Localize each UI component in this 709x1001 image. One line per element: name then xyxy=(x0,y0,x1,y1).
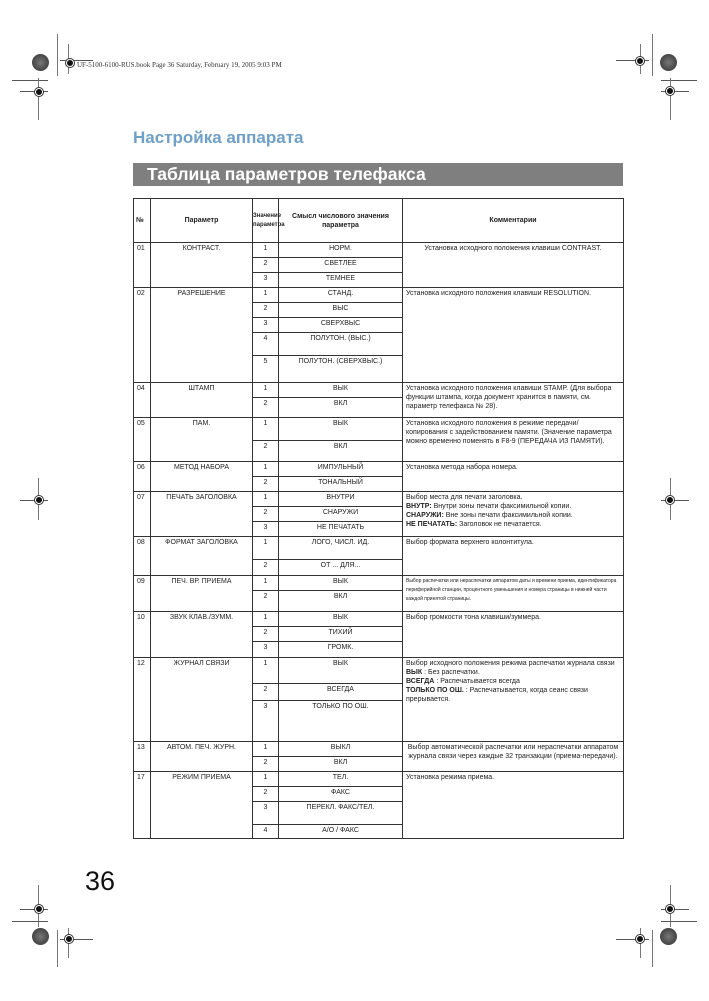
value-meaning: ВЫК xyxy=(279,612,403,627)
value-meaning: СВЕТЛЕЕ xyxy=(279,258,403,273)
param-comment xyxy=(403,576,624,612)
section-title: Настройка аппарата xyxy=(133,128,304,147)
comment-item xyxy=(406,677,620,686)
comment-item-key: ВЫК xyxy=(406,669,423,676)
fax-parameters-table xyxy=(133,198,624,839)
crop-mark-line xyxy=(12,921,48,922)
value-meaning: НОРМ. xyxy=(279,243,403,258)
param-comment xyxy=(403,772,624,839)
param-value: 4 xyxy=(253,333,279,356)
param-value: 1 xyxy=(253,576,279,591)
crop-mark-line xyxy=(57,34,58,76)
value-meaning: ЛОГО, ЧИСЛ. ИД. xyxy=(279,537,403,560)
value-meaning: ВКЛ xyxy=(279,591,403,612)
value-meaning: ВЫК xyxy=(279,418,403,441)
comment-item xyxy=(406,511,620,520)
header-num: № xyxy=(134,199,151,243)
comment-text: Установка режима приема. xyxy=(406,774,495,781)
header-param: Параметр xyxy=(151,199,253,243)
registration-mark-icon xyxy=(62,932,76,946)
value-meaning: ВКЛ xyxy=(279,757,403,772)
comment-item-text: Заголовок не печатается. xyxy=(459,521,542,528)
value-meaning: ТОЛЬКО ПО ОШ. xyxy=(279,701,403,742)
param-value: 2 xyxy=(253,560,279,576)
param-value: 2 xyxy=(253,627,279,642)
table-row xyxy=(134,742,624,757)
comment-item xyxy=(406,668,620,677)
param-number: 12 xyxy=(134,658,151,742)
param-number: 06 xyxy=(134,462,151,492)
value-meaning: СВЕРХВЫС xyxy=(279,318,403,333)
param-name: РЕЖИМ ПРИЕМА xyxy=(151,772,253,839)
table-row xyxy=(134,243,624,258)
param-comment xyxy=(403,462,624,492)
registration-mark-icon xyxy=(63,56,77,70)
registration-mark-icon xyxy=(663,493,677,507)
comment-item-text: Вне зоны печати факсимильной копии. xyxy=(445,512,573,519)
table-title-band xyxy=(133,163,623,186)
param-number: 17 xyxy=(134,772,151,839)
param-comment xyxy=(403,383,624,418)
param-value: 5 xyxy=(253,356,279,383)
param-value: 3 xyxy=(253,802,279,825)
comment-item-key: СНАРУЖИ: xyxy=(406,512,444,519)
param-number: 08 xyxy=(134,537,151,576)
param-value: 2 xyxy=(253,757,279,772)
param-value: 1 xyxy=(253,288,279,303)
crop-mark-line xyxy=(12,80,48,81)
comment-text: Выбор громкости тона клавиши/зуммера. xyxy=(406,614,541,621)
table-row xyxy=(134,288,624,303)
value-meaning: А/О / ФАКС xyxy=(279,825,403,839)
param-value: 3 xyxy=(253,273,279,288)
param-value: 2 xyxy=(253,477,279,492)
value-meaning: ПОЛУТОН. (ВЫС.) xyxy=(279,333,403,356)
param-value: 2 xyxy=(253,507,279,522)
param-name: АВТОМ. ПЕЧ. ЖУРН. xyxy=(151,742,253,772)
param-name: РАЗРЕШЕНИЕ xyxy=(151,288,253,383)
table-row xyxy=(134,462,624,477)
value-meaning: ВЫК xyxy=(279,658,403,684)
value-meaning: ВКЛ xyxy=(279,398,403,418)
crop-mark-line xyxy=(661,921,697,922)
param-name: ШТАМП xyxy=(151,383,253,418)
param-name: МЕТОД НАБОРА xyxy=(151,462,253,492)
registration-mark-icon xyxy=(633,54,647,68)
comment-text: Выбор распечатки или нераспечатки аппаратом даты и времени приема, идентификатора периферийной станции, процентного уменьшения и номера страницы в нижней части каждой принятой страницы. xyxy=(406,578,617,602)
registration-dot-icon xyxy=(32,54,49,71)
table-row xyxy=(134,612,624,627)
param-comment xyxy=(403,658,624,742)
registration-mark-icon xyxy=(32,902,46,916)
table-row xyxy=(134,418,624,441)
param-name: ПЕЧ. ВР. ПРИЕМА xyxy=(151,576,253,612)
value-meaning: ВЫС xyxy=(279,303,403,318)
registration-dot-icon xyxy=(32,928,49,945)
param-number: 09 xyxy=(134,576,151,612)
value-meaning: ВЫК xyxy=(279,576,403,591)
table-row xyxy=(134,492,624,507)
table-row xyxy=(134,537,624,560)
value-meaning: ОТ ... ДЛЯ... xyxy=(279,560,403,576)
param-comment xyxy=(403,243,624,288)
value-meaning: ТИХИЙ xyxy=(279,627,403,642)
param-value: 3 xyxy=(253,701,279,742)
value-meaning: ВНУТРИ xyxy=(279,492,403,507)
value-meaning: ТЕЛ. xyxy=(279,772,403,787)
param-value: 1 xyxy=(253,658,279,684)
param-number: 02 xyxy=(134,288,151,383)
param-number: 04 xyxy=(134,383,151,418)
param-name: ПЕЧАТЬ ЗАГОЛОВКА xyxy=(151,492,253,537)
param-value: 3 xyxy=(253,522,279,537)
comment-text: Установка исходного положения клавиши STAMP. (Для выбора функции штампа, когда документ хранится в памяти, см. параметр телефакса № 28). xyxy=(406,385,612,410)
value-meaning: ФАКС xyxy=(279,787,403,802)
table-header-row xyxy=(134,199,624,243)
comment-text: Выбор исходного положения режима распечатки журнала связи xyxy=(406,660,615,667)
table-title: Таблица параметров телефакса xyxy=(147,164,426,184)
param-comment xyxy=(403,418,624,462)
value-meaning: ВЫКЛ xyxy=(279,742,403,757)
param-value: 4 xyxy=(253,825,279,839)
comment-item-text: : Распечатывается, когда сеанс связи прерывается. xyxy=(406,687,588,703)
param-value: 3 xyxy=(253,318,279,333)
value-meaning: ПЕРЕКЛ. ФАКС/ТЕЛ. xyxy=(279,802,403,825)
value-meaning: ИМПУЛЬНЫЙ xyxy=(279,462,403,477)
param-value: 1 xyxy=(253,772,279,787)
crop-mark-line xyxy=(57,930,58,967)
param-value: 3 xyxy=(253,642,279,658)
table-row xyxy=(134,576,624,591)
param-value: 1 xyxy=(253,418,279,441)
crop-mark-line xyxy=(652,930,653,967)
registration-mark-icon xyxy=(663,84,677,98)
comment-item-text: : Распечатывается всегда xyxy=(436,678,520,685)
comment-item-text: Внутри зоны печати факсимильной копии. xyxy=(433,503,572,510)
comment-text: Установка метода набора номера. xyxy=(406,464,518,471)
comment-text: Установка исходного положения клавиши CONTRAST. xyxy=(424,245,602,252)
registration-dot-icon xyxy=(660,928,677,945)
value-meaning: НЕ ПЕЧАТАТЬ xyxy=(279,522,403,537)
param-comment xyxy=(403,288,624,383)
registration-mark-icon xyxy=(633,932,647,946)
param-value: 2 xyxy=(253,591,279,612)
print-header-line: UF-5100-6100-RUS.book Page 36 Saturday, February 19, 2005 9:03 PM xyxy=(77,61,282,69)
value-meaning: ТЕМНЕЕ xyxy=(279,273,403,288)
table-row xyxy=(134,658,624,684)
param-name: ЗВУК КЛАВ./ЗУММ. xyxy=(151,612,253,658)
value-meaning: ТОНАЛЬНЫЙ xyxy=(279,477,403,492)
param-value: 1 xyxy=(253,383,279,398)
crop-mark-line xyxy=(661,80,697,81)
registration-mark-icon xyxy=(663,902,677,916)
comment-item xyxy=(406,520,620,529)
comment-item-key: ТОЛЬКО ПО ОШ. xyxy=(406,687,464,694)
registration-dot-icon xyxy=(660,54,677,71)
param-comment xyxy=(403,612,624,658)
registration-mark-icon xyxy=(32,85,46,99)
comment-item-text: : Без распечатки. xyxy=(424,669,480,676)
param-value: 1 xyxy=(253,612,279,627)
crop-mark-line xyxy=(652,34,653,76)
header-comment: Комментарии xyxy=(403,199,624,243)
comment-item-key: НЕ ПЕЧАТАТЬ: xyxy=(406,521,458,528)
param-number: 01 xyxy=(134,243,151,288)
param-number: 10 xyxy=(134,612,151,658)
param-value: 2 xyxy=(253,258,279,273)
comment-item-key: ВНУТР: xyxy=(406,503,432,510)
comment-text: Выбор места для печати заголовка. xyxy=(406,494,523,501)
param-number: 07 xyxy=(134,492,151,537)
table-row xyxy=(134,772,624,787)
param-value: 1 xyxy=(253,537,279,560)
value-meaning: ПОЛУТОН. (СВЕРХВЫС.) xyxy=(279,356,403,383)
param-name: ПАМ. xyxy=(151,418,253,462)
value-meaning: СТАНД. xyxy=(279,288,403,303)
comment-text: Установка исходного положения клавиши RESOLUTION. xyxy=(406,290,591,297)
comment-item xyxy=(406,502,620,511)
param-comment xyxy=(403,742,624,772)
header-meaning: Смысл числового значения параметра xyxy=(279,199,403,243)
param-name: ЖУРНАЛ СВЯЗИ xyxy=(151,658,253,742)
param-value: 1 xyxy=(253,742,279,757)
value-meaning: СНАРУЖИ xyxy=(279,507,403,522)
comment-text: Выбор автоматической распечатки или нераспечатки аппаратом журнала связи через каждые 32 транзакции (приема-передачи). xyxy=(407,744,619,760)
param-value: 1 xyxy=(253,492,279,507)
comment-text: Выбор формата верхнего колонтитула. xyxy=(406,539,534,546)
param-name: ФОРМАТ ЗАГОЛОВКА xyxy=(151,537,253,576)
value-meaning: ГРОМК. xyxy=(279,642,403,658)
param-number: 13 xyxy=(134,742,151,772)
page-number: 36 xyxy=(85,866,116,896)
value-meaning: ВКЛ xyxy=(279,441,403,462)
comment-item xyxy=(406,686,620,704)
param-comment xyxy=(403,537,624,576)
param-number: 05 xyxy=(134,418,151,462)
param-value: 2 xyxy=(253,787,279,802)
param-name: КОНТРАСТ. xyxy=(151,243,253,288)
param-value: 2 xyxy=(253,303,279,318)
param-value: 2 xyxy=(253,684,279,701)
param-value: 2 xyxy=(253,441,279,462)
comment-item-key: ВСЕГДА xyxy=(406,678,435,685)
header-value: Значение параметра xyxy=(253,199,279,243)
param-value: 1 xyxy=(253,243,279,258)
param-value: 1 xyxy=(253,462,279,477)
table-row xyxy=(134,383,624,398)
comment-text: Установка исходного положения в режиме передачи/копирования с задействованием памяти. (Значение параметра можно временно поменять в F8-9 (ПЕРЕДАЧА ИЗ ПАМЯТИ). xyxy=(406,420,612,445)
param-value: 2 xyxy=(253,398,279,418)
value-meaning: ВСЕГДА xyxy=(279,684,403,701)
value-meaning: ВЫК xyxy=(279,383,403,398)
registration-mark-icon xyxy=(32,493,46,507)
param-comment xyxy=(403,492,624,537)
